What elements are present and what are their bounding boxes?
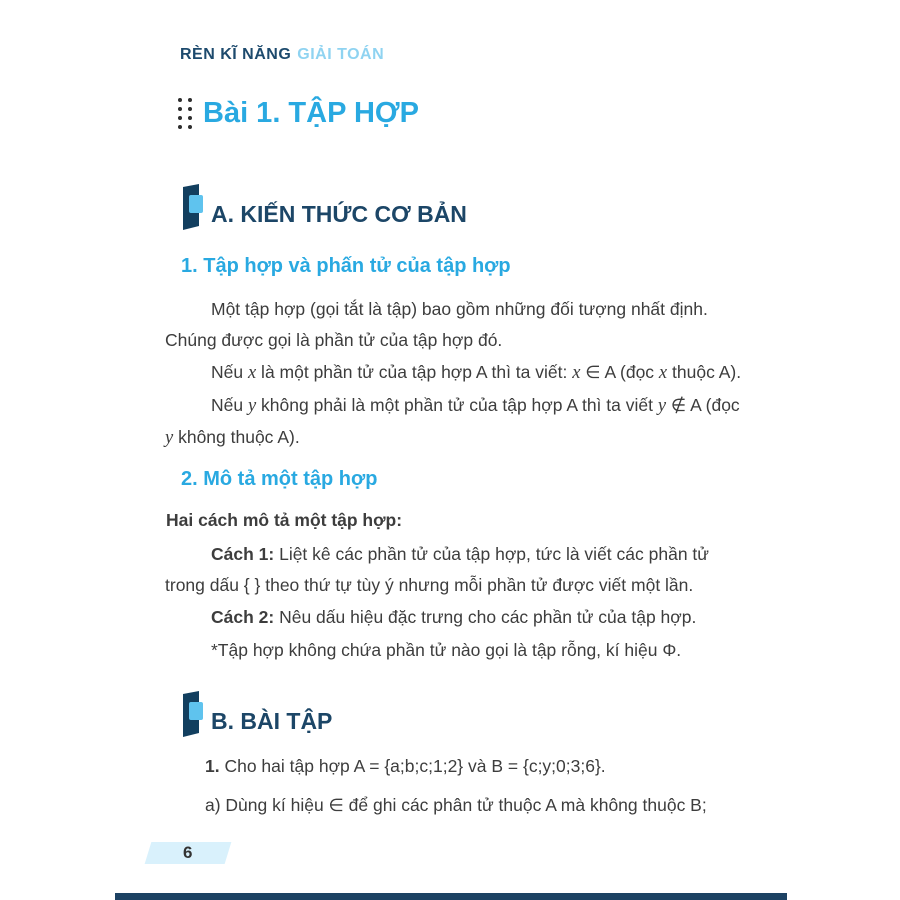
footer-bar xyxy=(115,893,787,900)
page-number: 6 xyxy=(183,843,193,862)
section-a-heading: A. KIẾN THỨC CƠ BẢN xyxy=(211,201,467,227)
dots-grid-icon xyxy=(178,98,193,130)
section-b-heading: B. BÀI TẬP xyxy=(211,708,333,734)
page-header xyxy=(180,46,384,64)
lesson-title: Bài 1. TẬP HỢP xyxy=(203,96,419,129)
exercise-1a: a) Dùng kí hiệu ∈ để ghi các phân tử thuộc A mà không thuộc B; xyxy=(205,795,707,815)
section-a-row xyxy=(180,184,467,230)
section-b-row xyxy=(180,691,332,737)
methods-lead-line: Hai cách mô tả một tập hợp: xyxy=(166,510,403,530)
lesson-title-row xyxy=(178,96,419,130)
paragraph-element-of: Nếu x là một phần tử của tập hợp A thì ta viết: x ∈ A (đọc x thuộc A). xyxy=(211,362,742,383)
exercise-1: 1. Cho hai tập hợp A = {a;b;c;1;2} và B = {c;y;0;3;6}. xyxy=(205,756,606,776)
paragraph-method-2: Cách 2: Nêu dấu hiệu đặc trưng cho các phần tử của tập hợp. xyxy=(211,607,697,627)
paragraph-definition: Một tập hợp (gọi tắt là tập) bao gồm những đối tượng nhất định. Chúng được gọi là phần tử của tập hợp đó. xyxy=(165,299,708,350)
bookmark-icon xyxy=(180,691,204,737)
bookmark-icon xyxy=(180,184,204,230)
page-number-badge xyxy=(145,842,232,864)
paragraph-empty-set-note: *Tập hợp không chứa phần tử nào gọi là tập rỗng, kí hiệu Φ. xyxy=(211,640,682,660)
subsection-1-heading: 1. Tập hợp và phấn tử của tập hợp xyxy=(181,255,511,277)
subsection-2-heading: 2. Mô tả một tập hợp xyxy=(181,468,378,490)
paragraph-not-element-of: Nếu y không phải là một phần tử của tập hợp A thì ta viết y ∉ A (đọc y không thuộc A). xyxy=(165,395,740,448)
paragraph-method-1: Cách 1: Liệt kê các phần tử của tập hợp, tức là viết các phần tử trong dấu { } theo thứ tự tùy ý nhưng mỗi phần tử được viết một lần. xyxy=(165,544,709,595)
brand-primary-text: RÈN KĨ NĂNG xyxy=(180,46,292,63)
brand-secondary-text: GIẢI TOÁN xyxy=(297,46,385,63)
